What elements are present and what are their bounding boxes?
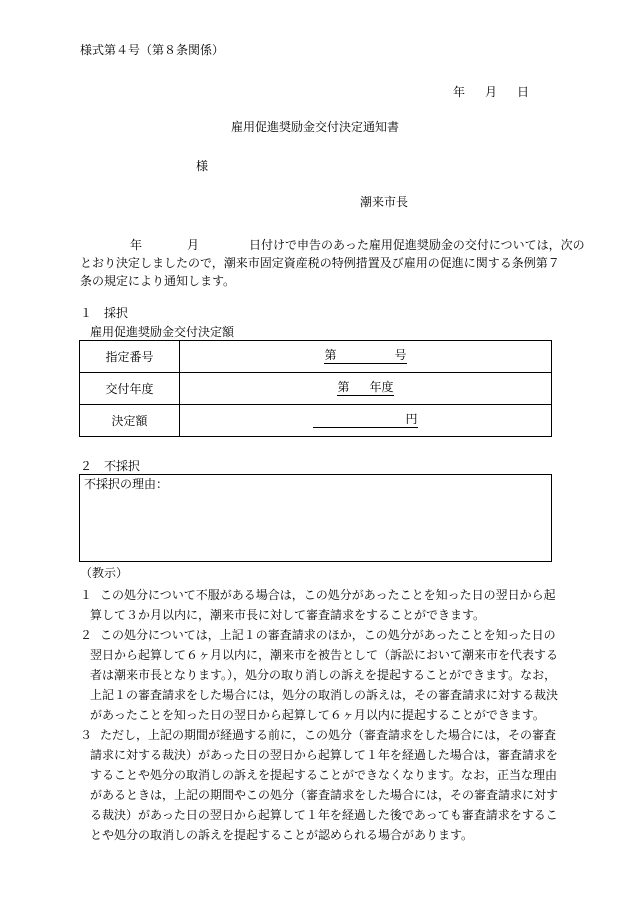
item-line: 請求に対する裁決）があった日の翌日から起算して１年を経過した場合は，審査請求を (90, 748, 558, 762)
field-suffix: 号 (394, 348, 407, 362)
rejection-reason-label: 不採択の理由： (84, 477, 169, 491)
section-adopted-heading (80, 307, 128, 319)
section-adopted-subheading: 雇用促進奨励金交付決定額 (90, 325, 235, 339)
rejection-reason-box[interactable] (79, 474, 552, 562)
item-number: １ (80, 588, 93, 602)
item-line: があるときは，上記の期間やこの処分（審査請求をした場合には，その審査請求に対す (90, 788, 559, 802)
item-number: ２ (80, 628, 93, 642)
table-row (80, 341, 552, 373)
notice-item-1 (80, 585, 555, 625)
field-prefix: 第 (337, 380, 350, 394)
notice-body (80, 236, 585, 290)
date-year-label: 年 (453, 85, 466, 99)
notice-items (80, 585, 559, 845)
designation-number-field[interactable] (180, 341, 552, 373)
notice-item-3 (80, 725, 559, 845)
item-line: 者は潮来市長となります。），処分の取り消しの訴えを提起することができます。なお， (90, 668, 557, 682)
field-prefix: 第 (324, 348, 337, 362)
date-month-label: 月 (485, 85, 498, 99)
body-line-3: 条の規定により通知します。 (80, 274, 236, 288)
item-line: することや処分の取消しの訴えを提起することができなくなります。なお，正当な理由 (90, 768, 558, 782)
body-line-2: とおり決定しましたので，潮来市固定資産税の特例措置及び雇用の促進に関する条例第７ (80, 256, 560, 270)
notice-heading: （教示） (80, 566, 129, 580)
row-label-designation-number: 指定番号 (80, 341, 180, 373)
body-line-1-text: 日付けで申告のあった雇用促進奨励金の交付については，次の (249, 238, 585, 252)
item-line: 上記１の審査請求をした場合には，処分の取消しの訴えは，その審査請求に対する裁決 (90, 688, 559, 702)
field-suffix: 円 (405, 412, 418, 426)
issuer-name: 潮来市長 (360, 195, 409, 209)
section-2-number: ２ (80, 459, 93, 473)
row-label-grant-year: 交付年度 (80, 373, 180, 405)
grant-year-field[interactable] (180, 373, 552, 405)
date-day-label: 日 (517, 85, 530, 99)
document-title: 雇用促進奨励金交付決定通知書 (230, 120, 399, 134)
item-line: とや処分の取消しの訴えを提起することが認められる場合があります。 (90, 828, 474, 842)
item-line: 算して３か月以内に，潮来市長に対して審査請求をすることができます。 (90, 608, 486, 622)
issue-date (453, 86, 529, 98)
recipient-suffix: 様 (196, 159, 209, 173)
row-label-decided-amount: 決定額 (80, 405, 180, 437)
decision-table (79, 340, 552, 437)
section-1-number: １ (80, 306, 93, 320)
item-line: があったことを知った日の翌日から起算して６ヶ月以内に提起することができます。 (90, 708, 545, 722)
item-number: ３ (80, 728, 93, 742)
table-row (80, 405, 552, 437)
section-2-title: 不採択 (104, 459, 141, 473)
form-number: 様式第４号（第８条関係） (80, 43, 225, 57)
item-line: 翌日から起算して６ヶ月以内に，潮来市を被告として（訴訟において潮来市を代表する (90, 648, 559, 662)
section-rejected-heading (80, 460, 140, 472)
table-row (80, 373, 552, 405)
field-suffix: 年度 (369, 380, 394, 394)
decided-amount-field[interactable] (180, 405, 552, 437)
item-line: この処分については，上記１の審査請求のほか，この処分があったことを知った日の (100, 628, 556, 642)
notice-item-2 (80, 625, 559, 725)
item-line: ただし，上記の期間が経過する前に，この処分（審査請求をした場合には，その審査 (100, 728, 557, 742)
body-year-label: 年 (130, 238, 143, 252)
section-1-title: 採択 (104, 306, 129, 320)
body-line-1 (80, 236, 585, 254)
body-month-label: 月 (187, 238, 200, 252)
item-line: この処分について不服がある場合は，この処分があったことを知った日の翌日から起 (100, 588, 556, 602)
item-line: る裁決）があった日の翌日から起算して１年を経過した後であっても審査請求をするこ (90, 808, 558, 822)
